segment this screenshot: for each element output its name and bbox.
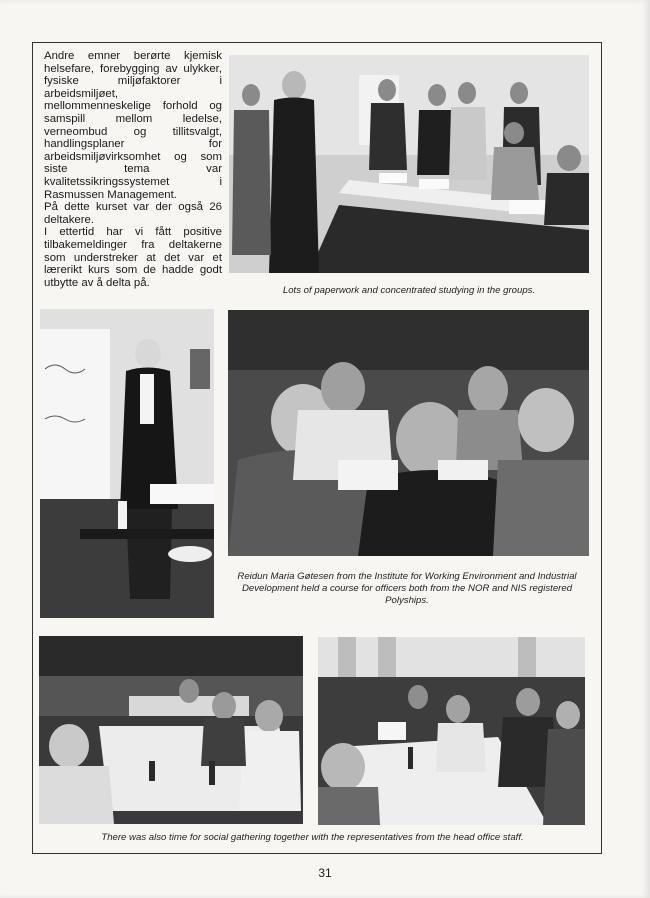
dinner-right-photo <box>318 637 585 825</box>
dinner-caption: There was also time for social gathering together with the representatives from the head office staff. <box>101 832 524 843</box>
article-paragraph: På dette kurset var der også 26 deltakere. <box>44 201 222 226</box>
discussion-caption: Reidun Maria Gøtesen from the Institute for Working Environment and Industrial Development held a course for officers both from the NOR and NIS registered Polyships. <box>237 571 577 606</box>
article-paragraph: Andre emner berørte kjemisk helsefare, forebygging av ulykker, fysiske miljøfaktorer i arbeidsmiljøet, mellommenneskelige forhold og samspill mellom ledelse, verneombud og tillitsvalgt, handlingsplaner for arbeidsmiljøvirksomhet og som siste tema var kvalitetssikringssystemet i Rasmussen Management. <box>44 50 222 201</box>
dinner-left-photo <box>39 636 303 824</box>
article-text <box>44 50 222 289</box>
group-work-photo <box>229 55 589 273</box>
article-paragraph: I ettertid har vi fått positive tilbakemeldinger fra deltakerne som understreker at det var et lærerikt kurs som de hadde godt utbytte av å delta på. <box>44 226 222 289</box>
group-work-caption: Lots of paperwork and concentrated studying in the groups. <box>282 285 536 296</box>
lecturer-photo <box>40 309 214 618</box>
discussion-photo <box>228 310 589 556</box>
page-number: 31 <box>318 866 332 880</box>
